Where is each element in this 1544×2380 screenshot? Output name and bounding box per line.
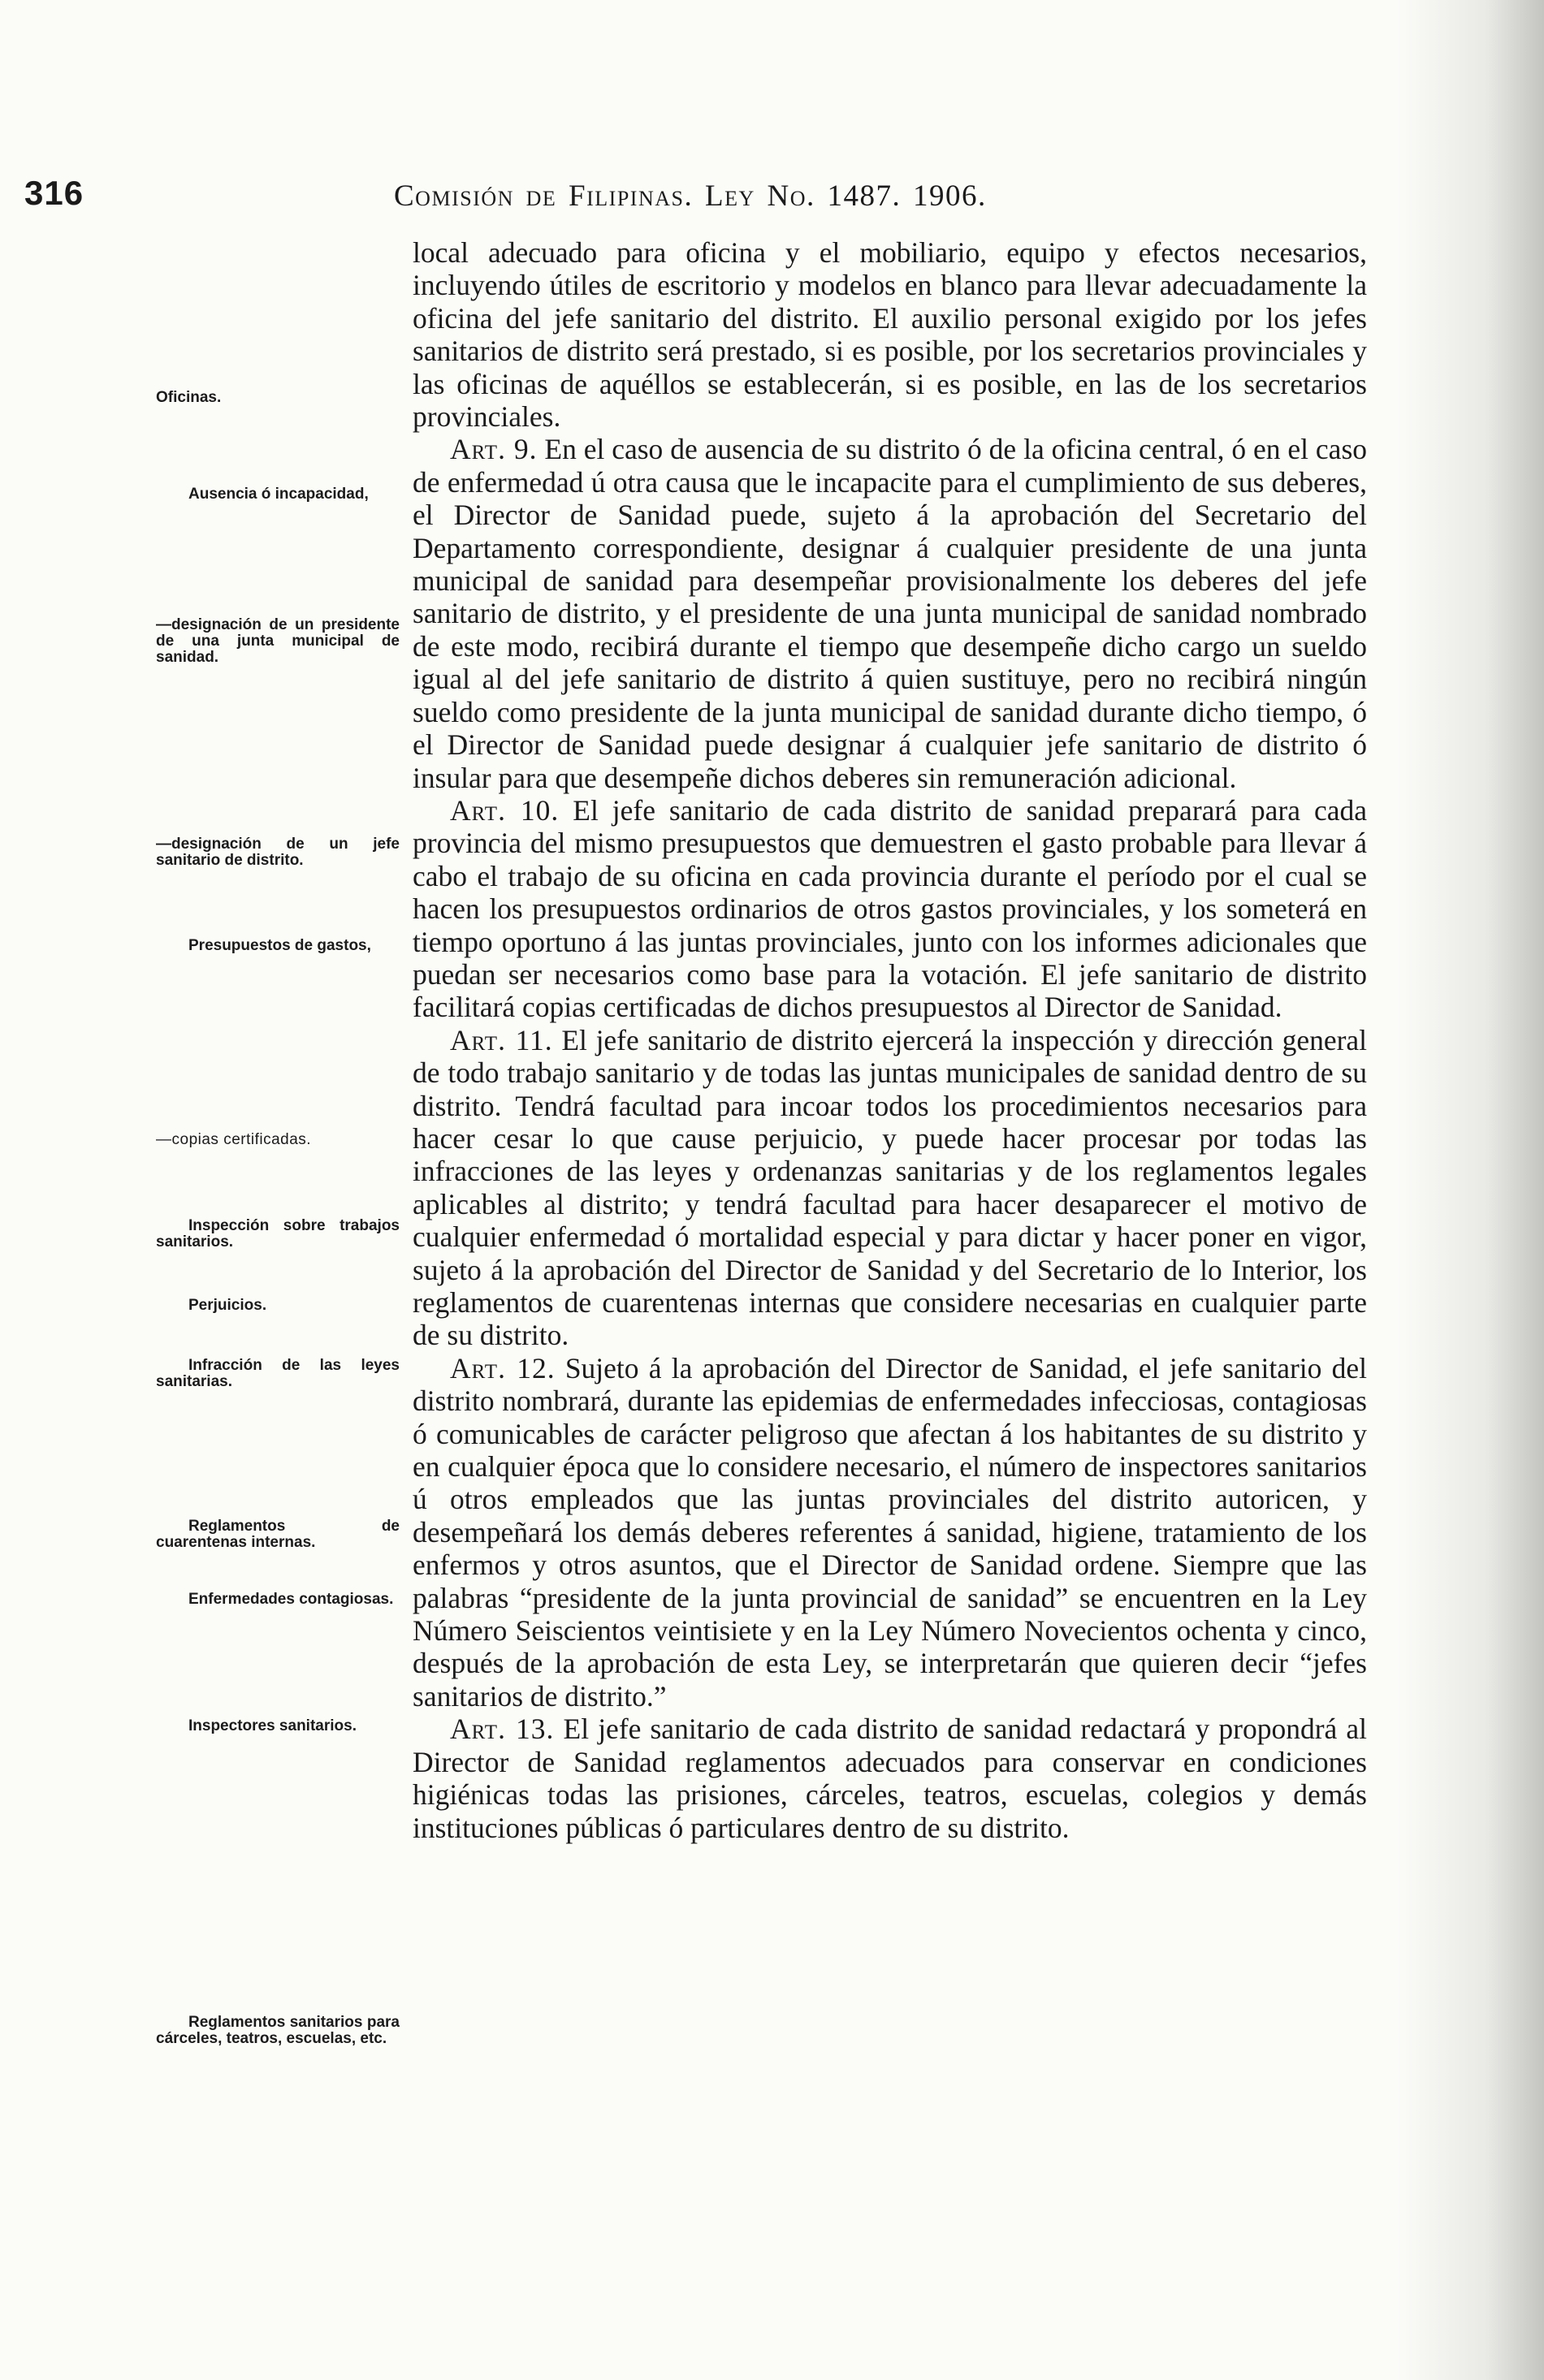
- margin-note-copias: —copias certificadas.: [156, 1131, 312, 1148]
- paragraph-continuation: [413, 236, 1367, 433]
- article-text: Sujeto á la aprobación del Director de Sanidad, el jefe sanitario del distrito nombrará, durante las epidemias de enfermedades infecciosas, contagiosas ó comunicables de carácter peligroso que afectan á los habitantes de su distrito y en cualquier época que lo considere necesario, el número de inspectores sanitarios ú otros empleados que las juntas provinciales del distrito autoricen, y desempeñará los demás deberes referentes á sanidad, higiene, tratamiento de los enfermos y otros asuntos, que el Director de Sanidad ordene. Siempre que las palabras “presidente de la junta provincial de sanidad” se encuentren en la Ley Número Seiscientos veintisiete y en la Ley Número Novecientos ochenta y cinco, después de la aprobación de esta Ley, se interpretarán que quieren decir “jefes sanitarios de distrito.”: [413, 1351, 1368, 1713]
- body-text: [413, 236, 1367, 1844]
- article-9: [413, 433, 1367, 793]
- margin-note-designacion-jefe: —designación de un jefe sanitario de distrito.: [156, 836, 400, 869]
- article-10: [413, 794, 1367, 1024]
- margin-note-enfermedades: Enfermedades contagiosas.: [188, 1591, 394, 1608]
- article-text: En el caso de ausencia de su distrito ó de la oficina central, ó en el caso de enfermedad ú otra causa que le incapacite para el cumplimiento de sus deberes, el Director de Sanidad puede, sujeto á la aprobación del Secretario del Departamento correspondiente, designar á cualquier presidente de una junta municipal de sanidad para desempeñar provisionalmente los deberes del jefe sanitario de distrito, y el presidente de una junta municipal de sanidad nombrado de este modo, recibirá durante el tiempo que desempeñe dicho cargo un sueldo igual al del jefe sanitario de distrito á quien sustituye, pero no recibirá ningún sueldo como presidente de la junta municipal de sanidad durante dicho tiempo, ó el Director de Sanidad puede designar á cualquier jefe sanitario de distrito ó insular para que desempeñe dichos deberes sin remuneración adicional.: [413, 433, 1368, 794]
- page-number: 316: [24, 174, 84, 212]
- article-number: Art. 13.: [450, 1713, 555, 1746]
- article-number: Art. 10.: [450, 793, 560, 827]
- margin-note-designacion-presidente: —designación de un presidente de una junta municipal de sanidad.: [156, 616, 400, 666]
- margin-note-presupuestos: Presupuestos de gastos,: [188, 937, 371, 954]
- margin-note-ausencia: Ausencia ó incapacidad,: [188, 486, 369, 503]
- margin-note-infraccion: Infracción de las leyes sanitarias.: [156, 1357, 400, 1390]
- article-number: Art. 11.: [450, 1023, 553, 1056]
- margin-note-cuarentenas: Reglamentos de cuarentenas internas.: [156, 1518, 400, 1551]
- article-13: [413, 1713, 1367, 1844]
- margin-note-reglamentos-sanitarios: Reglamentos sanitarios para cárceles, teatros, escuelas, etc.: [156, 2014, 400, 2047]
- page-edge-shadow: [1398, 0, 1544, 2380]
- margin-note-inspectores: Inspectores sanitarios.: [188, 1717, 357, 1734]
- article-text: El jefe sanitario de distrito ejercerá la inspección y dirección general de todo trabajo sanitario y de todas las juntas municipales de sanidad dentro de su distrito. Tendrá facultad para incoar todos los procedimientos necesarios para hacer cesar lo que cause perjuicio, y puede hacer procesar por todas las infracciones de las leyes y ordenanzas sanitarias y de los reglamentos legales aplicables al distrito; y tendrá facultad para hacer desaparecer el motivo de cualquier enfermedad ó mortalidad especial y para dictar y hacer poner en vigor, sujeto á la aprobación del Director de Sanidad y del Secretario de lo Interior, los reglamentos de cuarentenas internas que considere necesarias en cualquier parte de su distrito.: [413, 1023, 1368, 1352]
- margin-notes: [0, 0, 406, 2380]
- margin-note-oficinas: Oficinas.: [156, 389, 222, 406]
- article-number: Art. 12.: [450, 1351, 556, 1384]
- margin-note-perjuicios: Perjuicios.: [188, 1297, 267, 1314]
- article-text: El jefe sanitario de cada distrito de sanidad redactará y propondrá al Director de Sanidad reglamentos adecuados para conservar en condiciones higiénicas todas las prisiones, cárceles, teatros, escuelas, colegios y demás instituciones públicas ó particulares dentro de su distrito.: [413, 1713, 1368, 1844]
- article-number: Art. 9.: [450, 433, 538, 466]
- article-11: [413, 1024, 1367, 1352]
- margin-note-inspeccion: Inspección sobre trabajos sanitarios.: [156, 1217, 400, 1250]
- article-text: El jefe sanitario de cada distrito de sanidad preparará para cada provincia del mismo presupuestos que demuestren el gasto probable para llevar á cabo el trabajo de su oficina en cada provincia durante el período por el cual se hacen los presupuestos ordinarios de otros gastos provinciales, y los someterá en tiempo oportuno á las juntas provinciales, junto con los informes adicionales que puedan ser necesarios como base para la votación. El jefe sanitario de distrito facilitará copias certificadas de dichos presupuestos al Director de Sanidad.: [413, 793, 1367, 1024]
- running-title: Comisión de Filipinas. Ley No. 1487. 1906.: [394, 179, 987, 213]
- paragraph-text: local adecuado para oficina y el mobiliario, equipo y efectos necesarios, incluyendo útiles de escritorio y modelos en blanco para llevar adecuadamente la oficina del jefe sanitario del distrito. El auxilio personal exigido por los jefes sanitarios de distrito será prestado, si es posible, por los secretarios provinciales y las oficinas de aquéllos se establecerán, si es posible, en las de los secretarios provinciales.: [413, 236, 1367, 434]
- article-12: [413, 1352, 1367, 1713]
